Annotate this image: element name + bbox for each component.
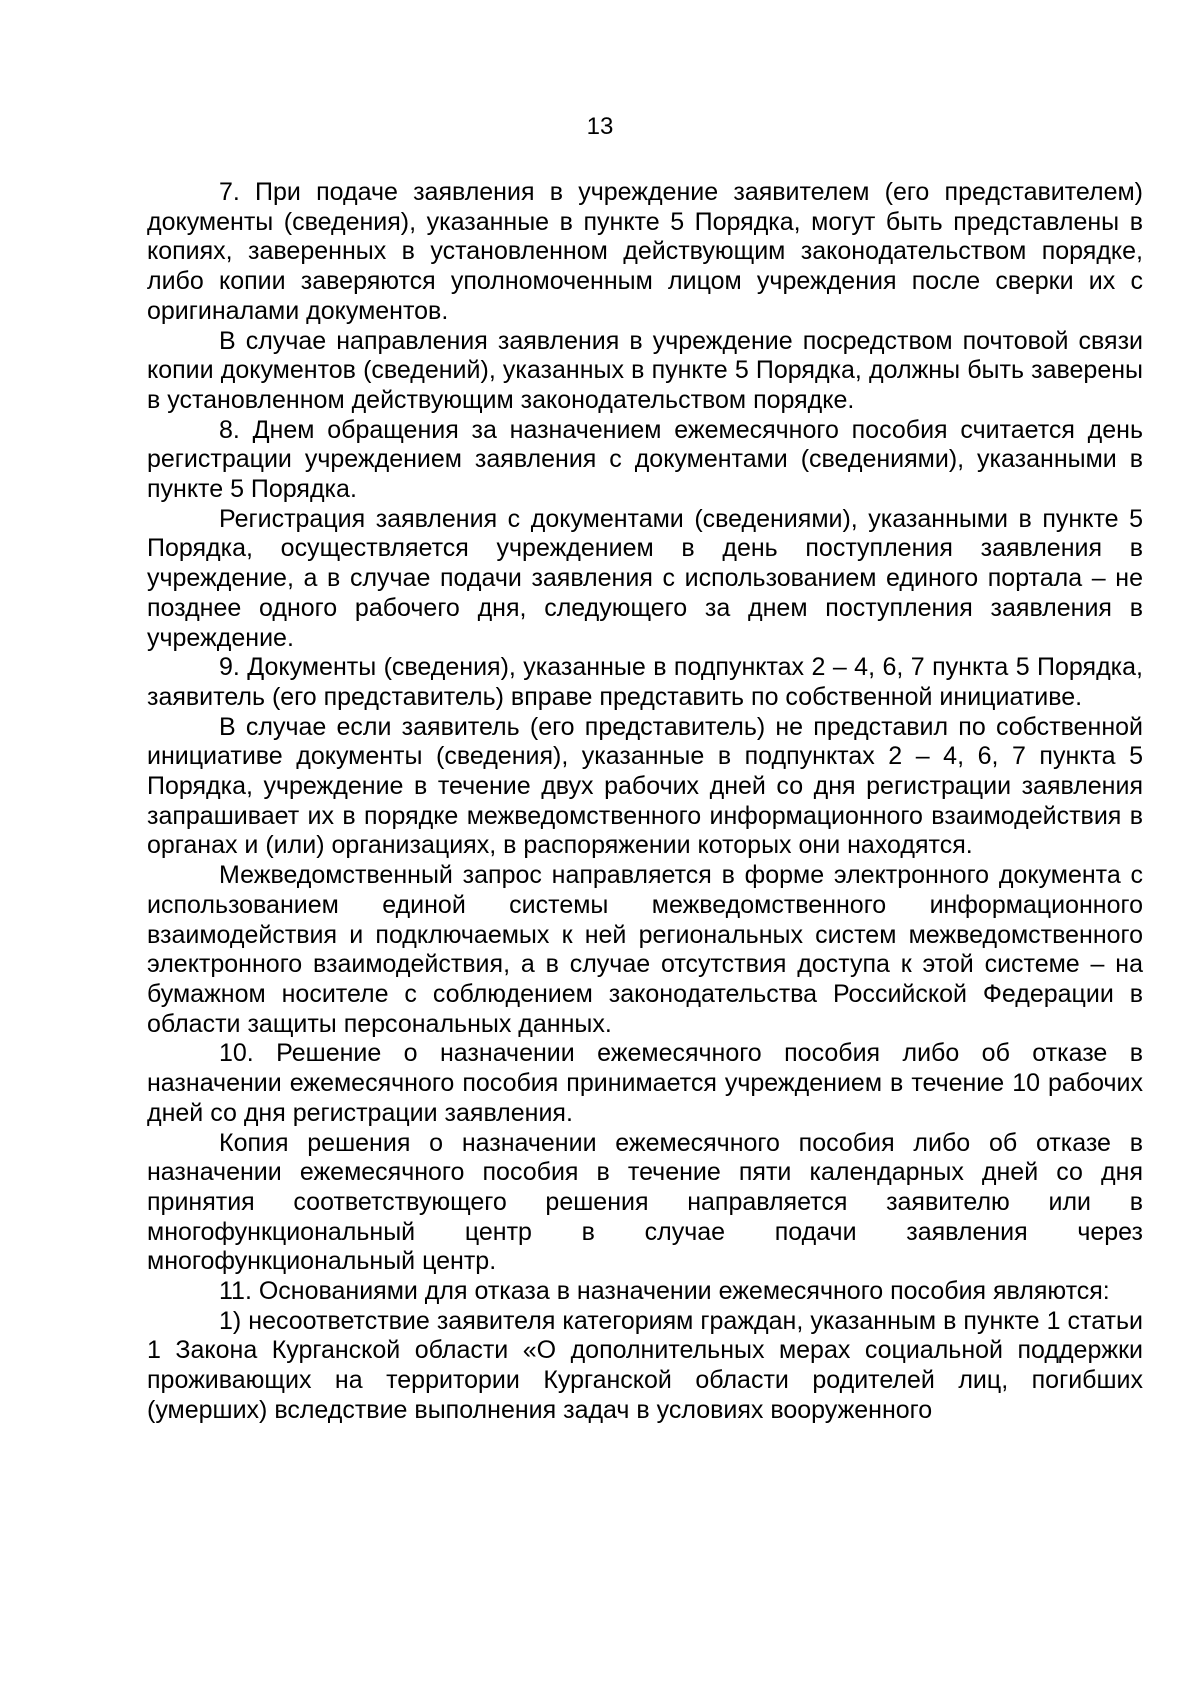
paragraph-9-interagency: Межведомственный запрос направляется в форме электронного документа с использованием единой системы межведомственного информационного взаимодействия и подключаемых к ней региональных систем межведомственного электронного взаимодействия, а в случае отсутствия доступа к этой системе – на бумажном носителе с соблюдением законодательства Российской Федерации в области защиты персональных данных. xyxy=(147,861,1143,1038)
paragraph-7-postal: В случае направления заявления в учреждение посредством почтовой связи копии документов (сведений), указанных в пункте 5 Порядка, должны быть заверены в установленном действующим законодательством порядке. xyxy=(147,326,1143,414)
paragraph-10: 10. Решение о назначении ежемесячного пособия либо об отказе в назначении ежемесячного пособия принимается учреждением в течение 10 рабочих дней со дня регистрации заявления. xyxy=(147,1039,1143,1127)
paragraph-11: 11. Основаниями для отказа в назначении ежемесячного пособия являются: xyxy=(219,1277,1110,1306)
paragraph-10-copy: Копия решения о назначении ежемесячного пособия либо об отказе в назначении ежемесячного пособия в течение пяти календарных дней со дня принятия соответствующего решения направляется заявителю или в многофункциональный центр в случае подачи заявления через многофункциональный центр. xyxy=(147,1128,1143,1276)
paragraph-7: 7. При подаче заявления в учреждение заявителем (его представителем) документы (сведения), указанные в пункте 5 Порядка, могут быть представлены в копиях, заверенных в установленном действующим законодательством порядке, либо копии заверяются уполномоченным лицом учреждения после сверки их с оригиналами документов. xyxy=(147,178,1143,325)
paragraph-9-request: В случае если заявитель (его представитель) не представил по собственной инициативе документы (сведения), указанные в подпунктах 2 – 4, 6, 7 пункта 5 Порядка, учреждение в течение двух рабочих дней со дня регистрации заявления запрашивает их в порядке межведомственного информационного взаимодействия в органах и (или) организациях, в распоряжении которых они находятся. xyxy=(147,712,1143,860)
paragraph-11-item-1: 1) несоответствие заявителя категориям граждан, указанным в пункте 1 статьи 1 Закона Курганской области «О дополнительных мерах социальной поддержки проживающих на территории Курганской области родителей лиц, погибших (умерших) вследствие выполнения задач в условиях вооруженного xyxy=(147,1306,1143,1424)
document-body xyxy=(147,178,1143,1426)
page-number: 13 xyxy=(586,113,614,140)
paragraph-8: 8. Днем обращения за назначением ежемесячного пособия считается день регистрации учреждением заявления с документами (сведениями), указанными в пункте 5 Порядка. xyxy=(147,415,1143,504)
paragraph-8-registration: Регистрация заявления с документами (сведениями), указанными в пункте 5 Порядка, осуществляется учреждением в день поступления заявления в учреждение, а в случае подачи заявления с использованием единого портала – не позднее одного рабочего дня, следующего за днем поступления заявления в учреждение. xyxy=(147,504,1143,652)
paragraph-9: 9. Документы (сведения), указанные в подпунктах 2 – 4, 6, 7 пункта 5 Порядка, заявитель (его представитель) вправе представить по собственной инициативе. xyxy=(147,653,1143,711)
